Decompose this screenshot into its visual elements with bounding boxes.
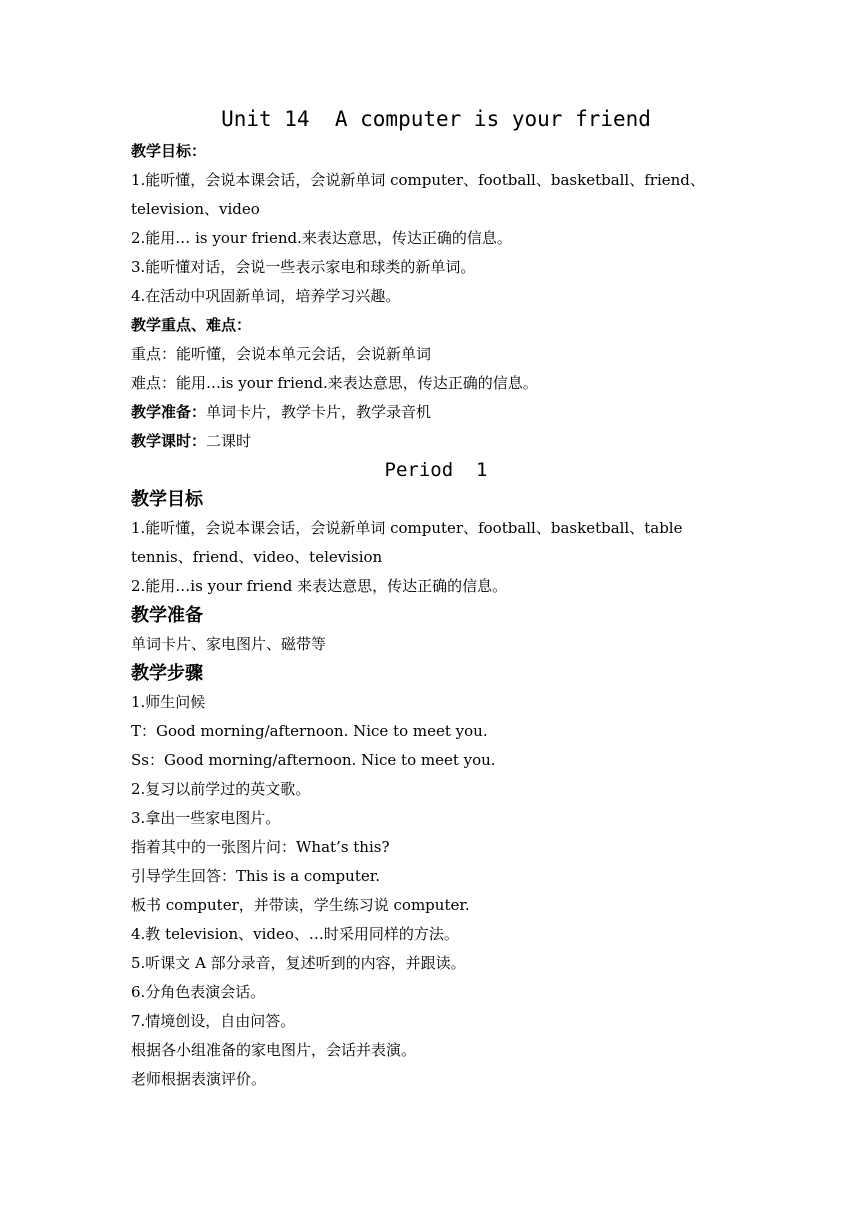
step-line: 指着其中的一张图片问：What’s this? — [131, 838, 390, 856]
preparation-label: 教学准备： — [131, 403, 207, 421]
period-objectives-heading: 教学目标 — [131, 489, 203, 510]
preparation-value: 单词卡片，教学卡片，教学录音机 — [206, 403, 432, 421]
step-line: 老师根据表演评价。 — [131, 1070, 267, 1088]
step-line: 引导学生回答：This is a computer. — [131, 867, 381, 885]
step-line: T：Good morning/afternoon. Nice to meet you. — [131, 722, 488, 740]
step-line: 7.情境创设，自由问答。 — [131, 1012, 296, 1030]
period-title: Period 1 — [384, 459, 488, 481]
period-steps-heading: 教学步骤 — [131, 663, 203, 684]
objective-line: 3.能听懂对话，会说一些表示家电和球类的新单词。 — [131, 258, 476, 276]
step-line: 3.拿出一些家电图片。 — [131, 809, 281, 827]
document-title: Unit 14 A computer is your friend — [221, 107, 651, 131]
step-line: 6.分角色表演会话。 — [131, 983, 266, 1001]
period-objectives-list — [131, 514, 741, 601]
objective-line: 2.能用… is your friend.来表达意思，传达正确的信息。 — [131, 229, 512, 247]
keypoints-list — [131, 340, 741, 398]
step-line: Ss：Good morning/afternoon. Nice to meet you. — [131, 751, 496, 769]
period-preparation-heading: 教学准备 — [131, 605, 203, 626]
objective-line: 4.在活动中巩固新单词，培养学习兴趣。 — [131, 287, 401, 305]
document-content — [131, 102, 741, 1094]
objectives-list — [131, 166, 741, 311]
objectives-heading: 教学目标： — [131, 142, 207, 160]
objective-line: 1.能听懂，会说本课会话，会说新单词 computer、football、basketball、friend、 — [131, 171, 705, 189]
step-line: 根据各小组准备的家电图片，会话并表演。 — [131, 1041, 417, 1059]
preparation-row — [131, 398, 741, 427]
period-objective-line: 1.能听懂，会说本课会话，会说新单词 computer、football、basketball、table — [131, 519, 683, 537]
period-objective-line: 2.能用…is your friend 来表达意思，传达正确的信息。 — [131, 577, 508, 595]
step-line: 1.师生问候 — [131, 693, 206, 711]
keypoint-line: 难点：能用…is your friend.来表达意思，传达正确的信息。 — [131, 374, 538, 392]
hours-label: 教学课时： — [131, 432, 207, 450]
step-line: 4.教 television、video、…时采用同样的方法。 — [131, 925, 459, 943]
period-preparation-text: 单词卡片、家电图片、磁带等 — [131, 635, 327, 653]
hours-value: 二课时 — [206, 432, 252, 450]
period-steps-list — [131, 688, 741, 1094]
objective-line: television、video — [131, 200, 260, 218]
step-line: 2.复习以前学过的英文歌。 — [131, 780, 311, 798]
hours-row — [131, 427, 741, 456]
period-objective-line: tennis、friend、video、television — [131, 548, 383, 566]
step-line: 5.听课文 A 部分录音，复述听到的内容，并跟读。 — [131, 954, 466, 972]
keypoint-line: 重点：能听懂，会说本单元会话，会说新单词 — [131, 345, 432, 363]
keypoints-heading: 教学重点、难点： — [131, 316, 252, 334]
step-line: 板书 computer，并带读，学生练习说 computer. — [131, 896, 470, 914]
